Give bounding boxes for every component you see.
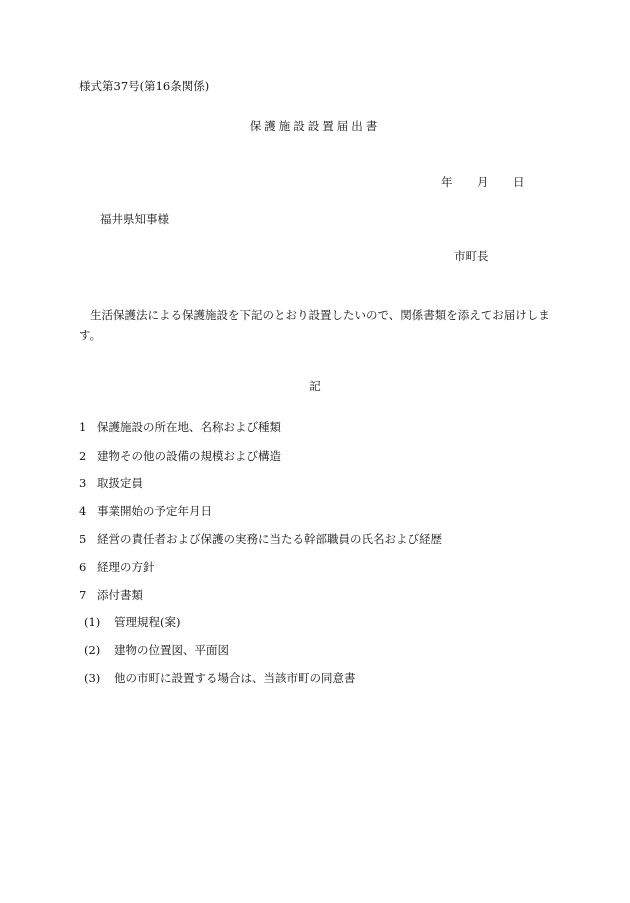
date-line: [441, 176, 525, 190]
list-item: [79, 589, 143, 603]
list-item-number: 4: [79, 504, 87, 518]
sender: 市町長: [454, 249, 489, 263]
date-month-label: 月: [477, 175, 489, 189]
attachment-item: [84, 672, 356, 686]
attachment-text: 建物の位置図、平面図: [114, 643, 229, 657]
list-item: [79, 450, 281, 464]
date-year-label: 年: [441, 175, 453, 189]
list-item-text: 添付書類: [97, 588, 143, 602]
list-item: [79, 561, 155, 575]
list-item-number: 1: [79, 420, 87, 434]
date-day-label: 日: [513, 175, 525, 189]
list-item-text: 建物その他の設備の規模および構造: [97, 449, 281, 463]
attachment-number: (3): [84, 671, 101, 685]
list-item-text: 経理の方針: [97, 560, 155, 574]
list-item-number: 6: [79, 560, 87, 574]
attachment-number: (2): [84, 643, 101, 657]
list-item: [79, 505, 212, 519]
addressee: 福井県知事様: [100, 212, 169, 226]
list-item-number: 5: [79, 532, 87, 546]
document-title: 保護施設設置届出書: [249, 119, 381, 133]
list-item-text: 経営の責任者および保護の実務に当たる幹部職員の氏名および経歴: [97, 532, 442, 546]
ki-heading: 記: [309, 379, 321, 393]
attachment-text: 管理規程(案): [114, 615, 181, 629]
list-item-text: 取扱定員: [97, 476, 143, 490]
attachment-item: [84, 616, 180, 630]
form-number: 様式第37号(第16条関係): [79, 79, 210, 93]
list-item-number: 2: [79, 449, 87, 463]
body-text: 生活保護法による保護施設を下記のとおり設置したいので、関係書類を添えてお届けします。: [79, 308, 550, 342]
attachment-item: [84, 644, 229, 658]
list-item-number: 7: [79, 588, 87, 602]
list-item: [79, 533, 442, 547]
list-item-number: 3: [79, 476, 87, 490]
list-item-text: 保護施設の所在地、名称および種類: [97, 420, 281, 434]
attachment-number: (1): [84, 615, 101, 629]
list-item: [79, 477, 143, 491]
list-item-text: 事業開始の予定年月日: [97, 504, 212, 518]
list-item: [79, 421, 281, 435]
attachment-text: 他の市町に設置する場合は、当該市町の同意書: [114, 671, 356, 685]
